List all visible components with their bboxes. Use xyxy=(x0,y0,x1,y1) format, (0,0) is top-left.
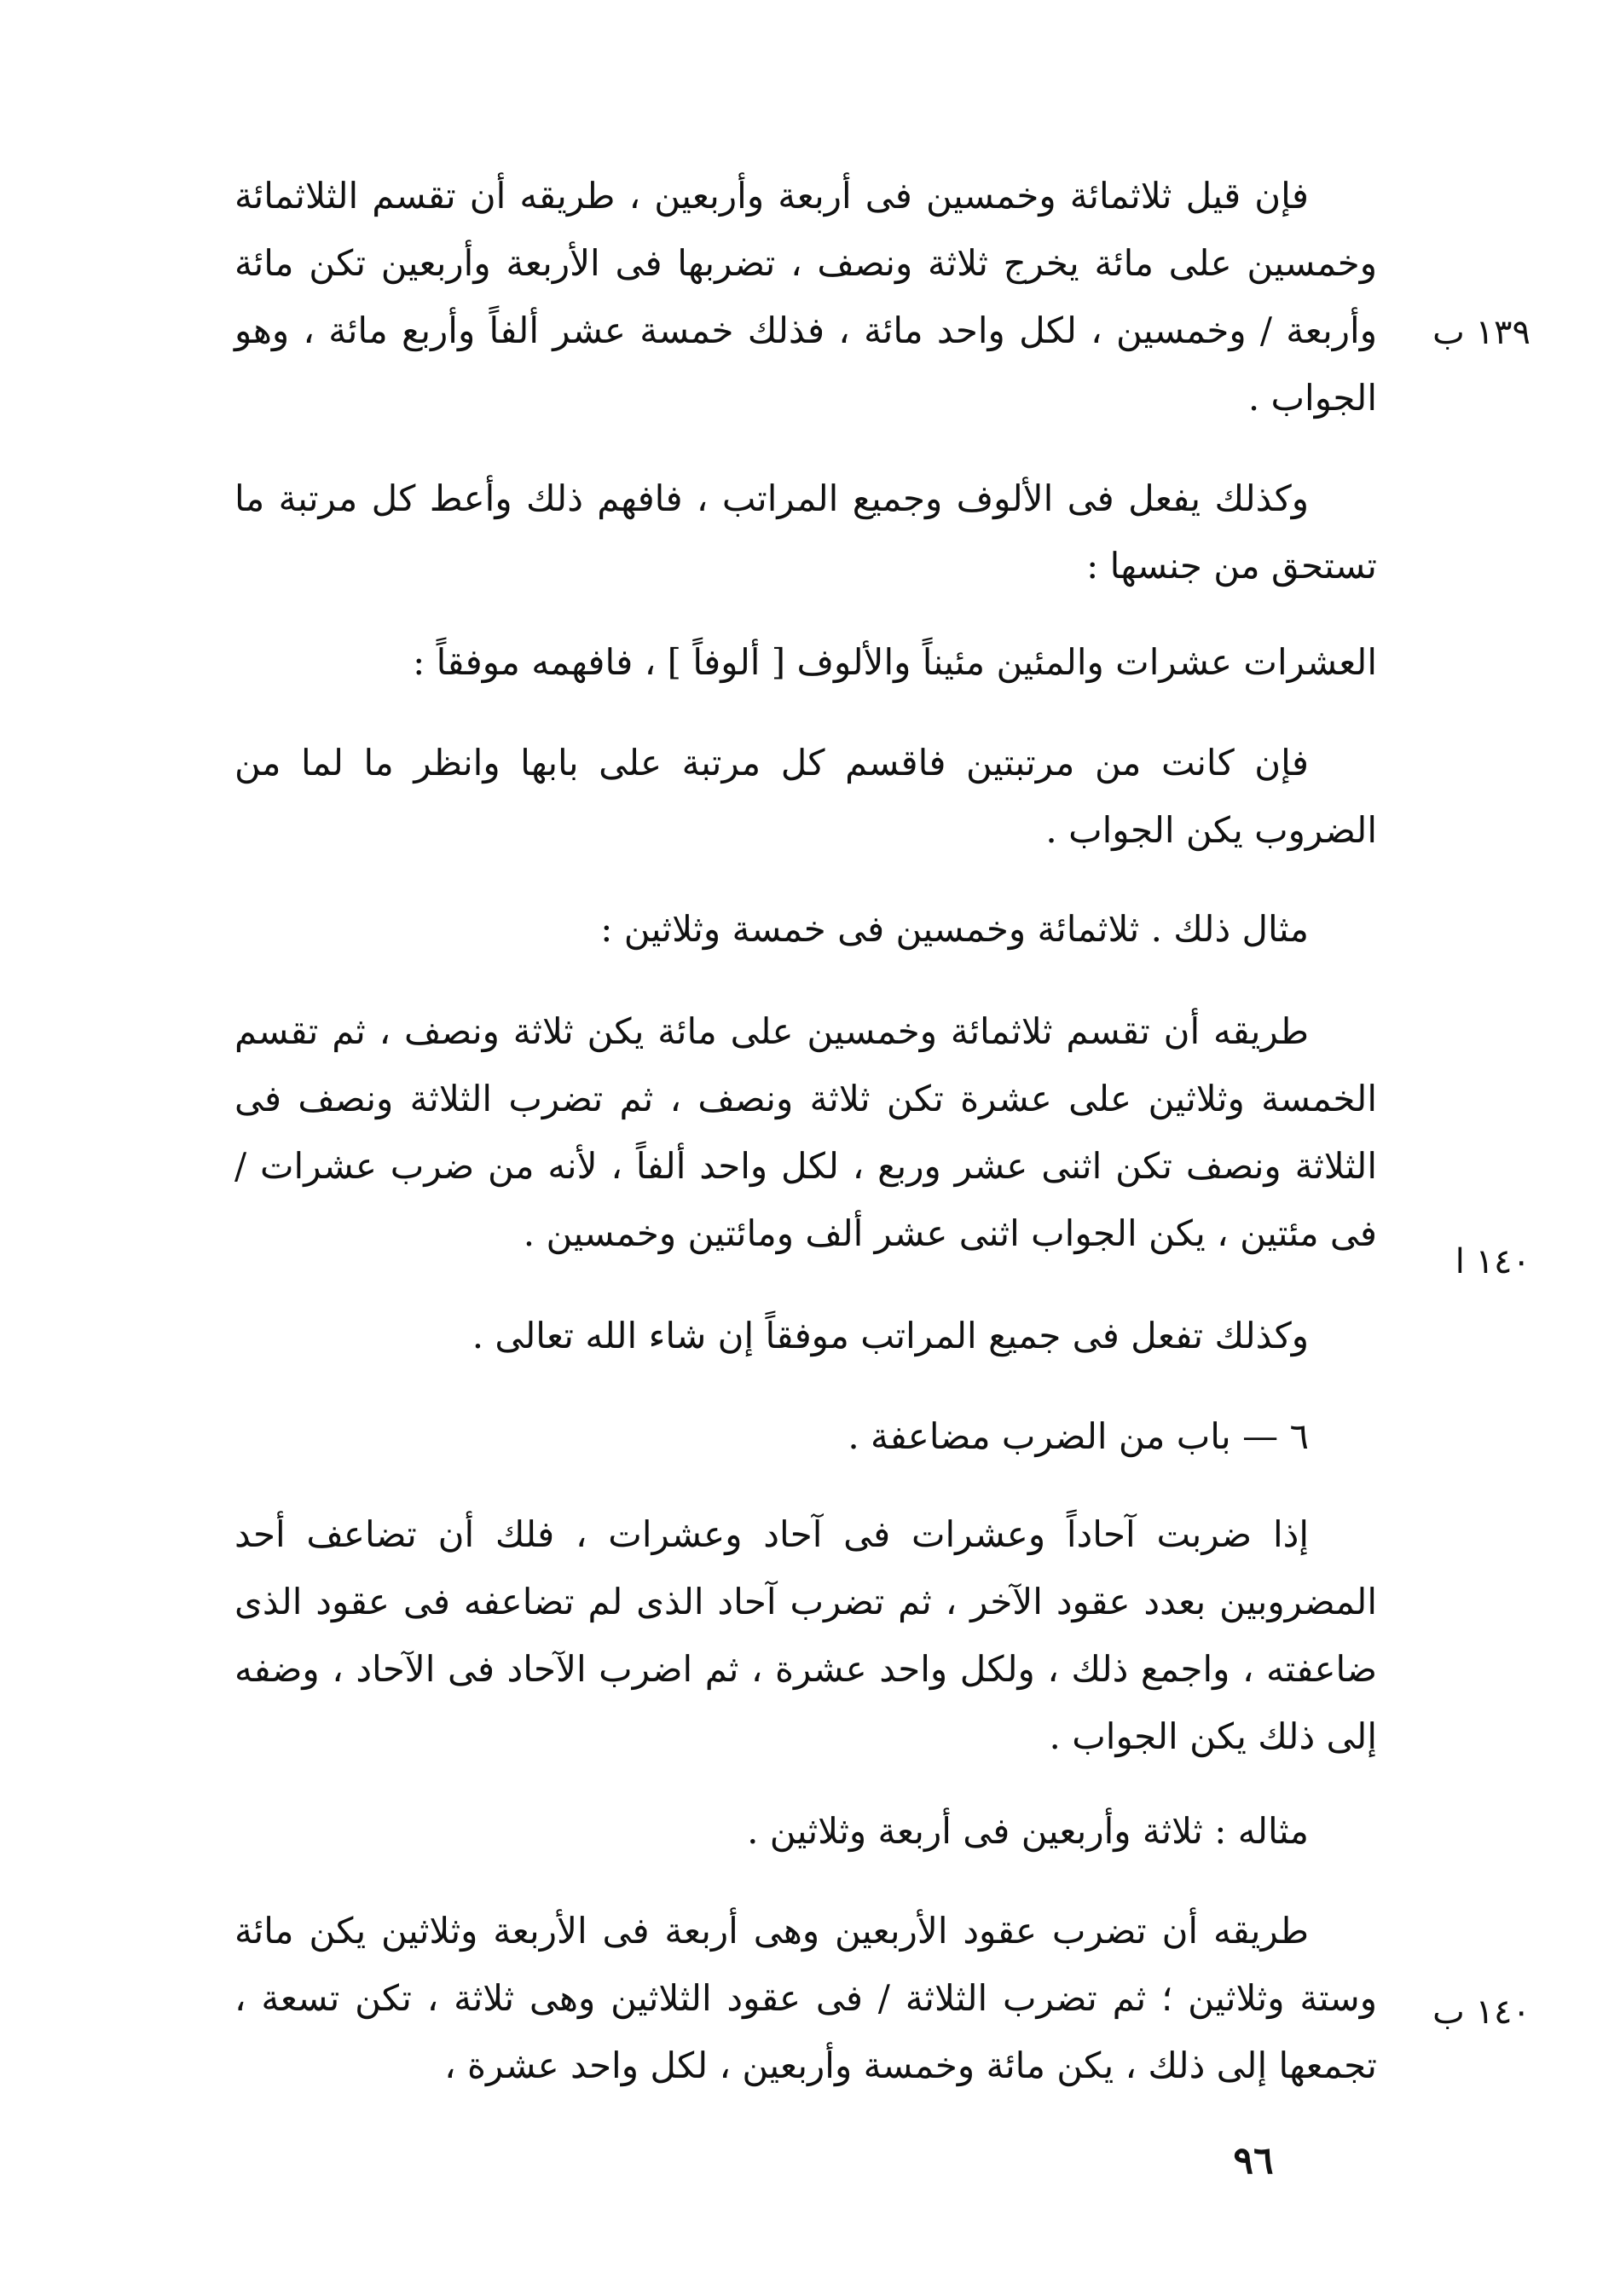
paragraph-3 xyxy=(234,628,1377,696)
paragraph-text: وكذلك يفعل فى الألوف وجميع المراتب ، فافهم ذلك وأعط كل مرتبة ما تستحق من جنسها : xyxy=(234,477,1377,587)
paragraph-text: العشرات عشرات والمئين مئيناً والألوف [ ألوفاً ] ، فافهمه موفقاً : xyxy=(413,641,1377,683)
paragraph-text: طريقه أن تقسم ثلاثمائة وخمسين على مائة يكن ثلاثة ونصف ، ثم تقسم الخمسة وثلاثين على عشرة تكن ثلاثة ونصف ، ثم تضرب الثلاثة ونصف فى الثلاثة ونصف تكن اثنى عشر وربع ، لكل واحد ألفاً ، لأنه من ضرب عشرات / فى مئتين ، يكن الجواب اثنى عشر ألف ومائتين وخمسين . xyxy=(234,1010,1377,1254)
paragraph-5 xyxy=(234,895,1377,963)
page-number: ٩٦ xyxy=(1233,2139,1274,2183)
folio-marker: ١٣٩ ب xyxy=(1432,313,1530,352)
paragraph-text: مثاله : ثلاثة وأربعين فى أربعة وثلاثين . xyxy=(747,1810,1309,1852)
folio-marker: ١٤٠ ب xyxy=(1432,1992,1530,2032)
folio-marker: ١٤٠ ا xyxy=(1455,1242,1530,1281)
paragraph-4 xyxy=(234,729,1377,864)
paragraph-1 xyxy=(234,162,1377,431)
paragraph-text: طريقه أن تضرب عقود الأربعين وهى أربعة فى الأربعة وثلاثين يكن مائة وستة وثلاثين ؛ ثم تضرب الثلاثة / فى عقود الثلاثين وهى ثلاثة ، تكن تسعة ، تجمعها إلى ذلك ، يكن مائة وخمسة وأربعين ، لكل واحد عشرة ، xyxy=(234,1910,1377,2086)
paragraph-text: إذا ضربت آحاداً وعشرات فى آحاد وعشرات ، فلك أن تضاعف أحد المضروبين بعدد عقود الآخر ، ثم تضرب آحاد الذى لم تضاعفه فى عقود الذى ضاعفته ، واجمع ذلك ، ولكل واحد عشرة ، ثم اضرب الآحاد فى الآحاد ، وضفه إلى ذلك يكن الجواب . xyxy=(234,1513,1377,1757)
paragraph-7 xyxy=(234,1302,1377,1369)
paragraph-text: وكذلك تفعل فى جميع المراتب موفقاً إن شاء الله تعالى . xyxy=(472,1315,1309,1356)
paragraph-text: فإن قيل ثلاثمائة وخمسين فى أربعة وأربعين ، طريقه أن تقسم الثلاثمائة وخمسين على مائة يخرج ثلاثة ونصف ، تضربها فى الأربعة وأربعين تكن مائة وأربعة / وخمسين ، لكل واحد مائة ، فذلك خمسة عشر ألفاً وأربع مائة ، وهو الجواب . xyxy=(234,175,1377,419)
paragraph-text: فإن كانت من مرتبتين فاقسم كل مرتبة على بابها وانظر ما لما من الضروب يكن الجواب . xyxy=(234,742,1377,851)
paragraph-2 xyxy=(234,465,1377,599)
section-heading xyxy=(234,1402,1377,1470)
paragraph-text: مثال ذلك . ثلاثمائة وخمسين فى خمسة وثلاثين : xyxy=(600,908,1309,950)
paragraph-10 xyxy=(234,1897,1377,2099)
paragraph-9 xyxy=(234,1797,1377,1865)
paragraph-6 xyxy=(234,998,1377,1267)
paragraph-8 xyxy=(234,1501,1377,1770)
heading-text: ٦ — باب من الضرب مضاعفة . xyxy=(848,1415,1309,1457)
